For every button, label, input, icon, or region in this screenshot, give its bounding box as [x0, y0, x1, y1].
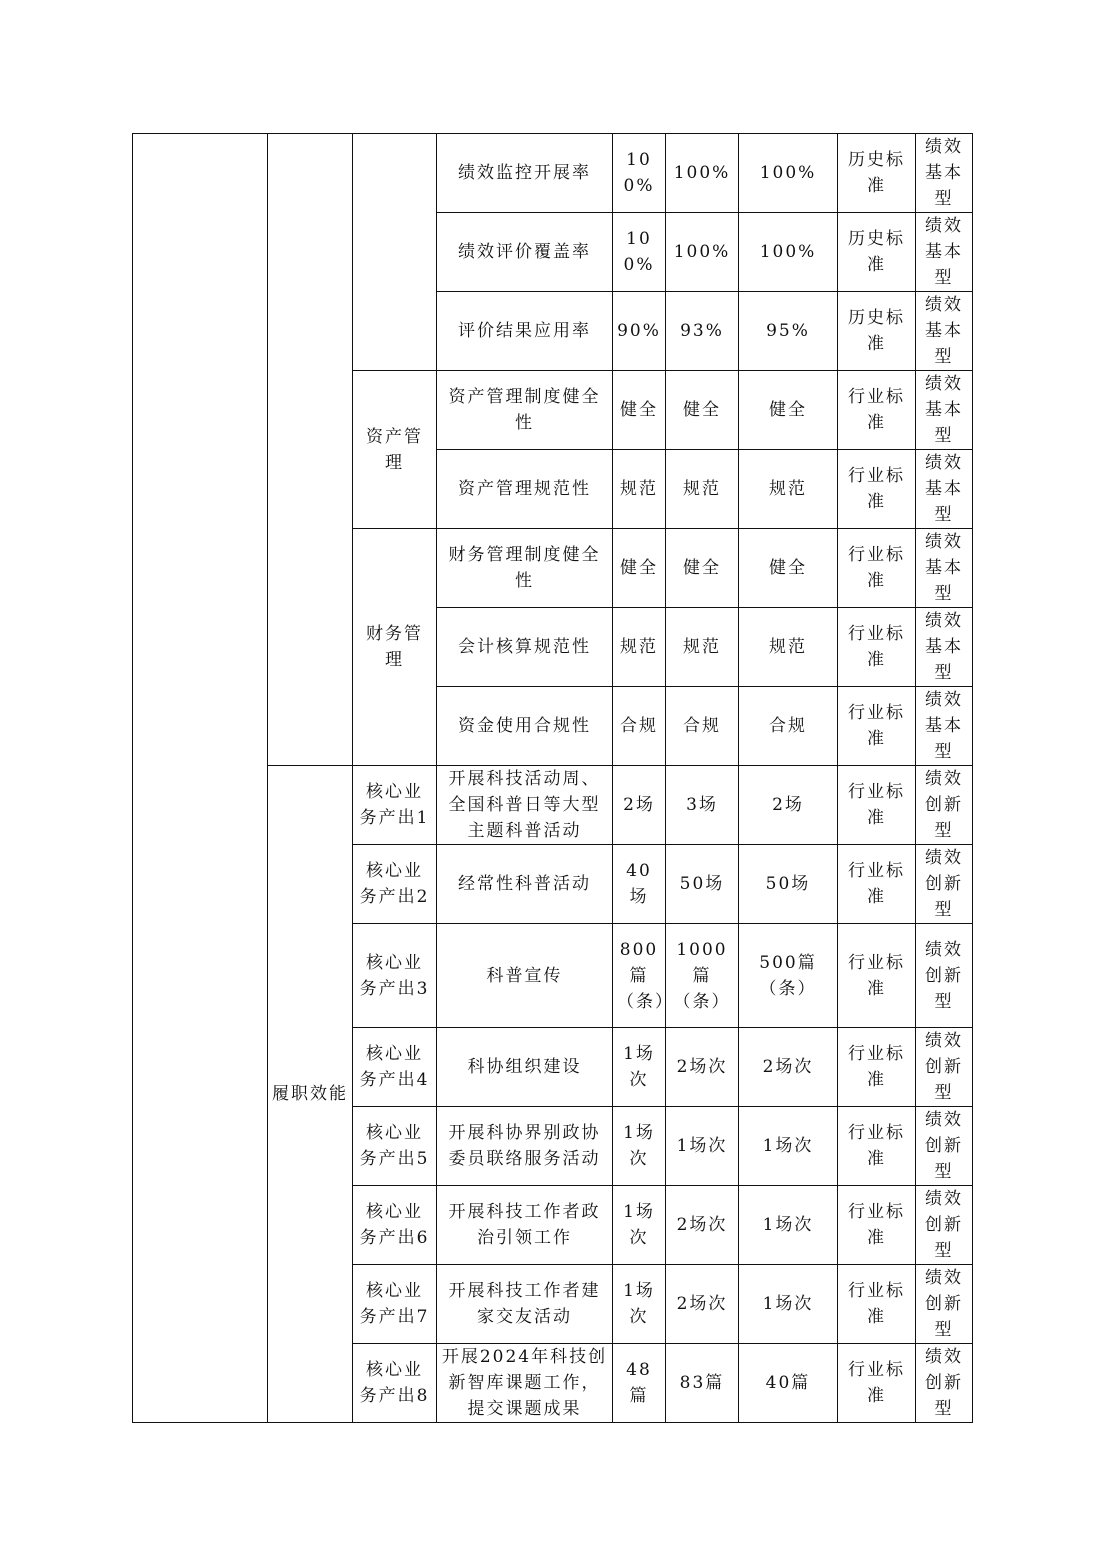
- value-cell-3: 规范: [739, 608, 838, 687]
- level3-cell: [353, 134, 437, 371]
- indicator-cell: 开展科技工作者建家交友活动: [437, 1265, 613, 1344]
- indicator-cell: 会计核算规范性: [437, 608, 613, 687]
- value-cell-3: 50场: [739, 845, 838, 924]
- type-cell: 绩效基本型: [916, 608, 973, 687]
- core-output-cell: 核心业务产出8: [353, 1344, 437, 1423]
- value-cell-2: 健全: [666, 529, 739, 608]
- indicator-cell: 开展科技活动周、全国科普日等大型主题科普活动: [437, 766, 613, 845]
- type-cell: 绩效基本型: [916, 213, 973, 292]
- type-cell: 绩效创新型: [916, 1107, 973, 1186]
- basis-cell: 行业标准: [838, 1107, 916, 1186]
- value-cell-2: 2场次: [666, 1186, 739, 1265]
- basis-cell: 行业标准: [838, 371, 916, 450]
- performance-indicator-table: [132, 133, 973, 1423]
- value-cell-3: 健全: [739, 371, 838, 450]
- value-cell-1: 1场次: [613, 1265, 666, 1344]
- indicator-cell: 评价结果应用率: [437, 292, 613, 371]
- basis-cell: 行业标准: [838, 687, 916, 766]
- type-cell: 绩效创新型: [916, 1344, 973, 1423]
- core-output-cell: 核心业务产出3: [353, 924, 437, 1028]
- value-cell-1: 800篇（条）: [613, 924, 666, 1028]
- type-cell: 绩效基本型: [916, 292, 973, 371]
- indicator-cell: 绩效监控开展率: [437, 134, 613, 213]
- table-row: [133, 134, 973, 213]
- value-cell-2: 100%: [666, 134, 739, 213]
- value-cell-2: 83篇: [666, 1344, 739, 1423]
- value-cell-3: 100%: [739, 213, 838, 292]
- value-cell-1: 1场次: [613, 1028, 666, 1107]
- value-cell-2: 规范: [666, 450, 739, 529]
- type-cell: 绩效创新型: [916, 1028, 973, 1107]
- type-cell: 绩效创新型: [916, 924, 973, 1028]
- basis-cell: 行业标准: [838, 1344, 916, 1423]
- value-cell-3: 2场次: [739, 1028, 838, 1107]
- type-cell: 绩效基本型: [916, 450, 973, 529]
- value-cell-1: 90%: [613, 292, 666, 371]
- indicator-cell: 开展科协界别政协委员联络服务活动: [437, 1107, 613, 1186]
- type-cell: 绩效基本型: [916, 687, 973, 766]
- value-cell-1: 40场: [613, 845, 666, 924]
- value-cell-2: 规范: [666, 608, 739, 687]
- value-cell-3: 2场: [739, 766, 838, 845]
- value-cell-1: 合规: [613, 687, 666, 766]
- value-cell-1: 健全: [613, 371, 666, 450]
- indicator-cell: 科普宣传: [437, 924, 613, 1028]
- value-cell-2: 1场次: [666, 1107, 739, 1186]
- section-performance-effectiveness: 履职效能: [268, 766, 353, 1423]
- value-cell-2: 100%: [666, 213, 739, 292]
- value-cell-3: 健全: [739, 529, 838, 608]
- basis-cell: 行业标准: [838, 845, 916, 924]
- value-cell-2: 1000篇（条）: [666, 924, 739, 1028]
- basis-cell: 行业标准: [838, 1265, 916, 1344]
- value-cell-3: 40篇: [739, 1344, 838, 1423]
- type-cell: 绩效基本型: [916, 134, 973, 213]
- core-output-cell: 核心业务产出7: [353, 1265, 437, 1344]
- group-financial-management: 财务管理: [353, 529, 437, 766]
- indicator-cell: 绩效评价覆盖率: [437, 213, 613, 292]
- value-cell-1: 规范: [613, 608, 666, 687]
- basis-cell: 行业标准: [838, 529, 916, 608]
- level1-cell: [133, 134, 268, 1423]
- type-cell: 绩效基本型: [916, 529, 973, 608]
- type-cell: 绩效创新型: [916, 845, 973, 924]
- type-cell: 绩效创新型: [916, 1265, 973, 1344]
- core-output-cell: 核心业务产出2: [353, 845, 437, 924]
- basis-cell: 行业标准: [838, 924, 916, 1028]
- value-cell-3: 1场次: [739, 1107, 838, 1186]
- indicator-cell: 开展2024年科技创新智库课题工作，提交课题成果: [437, 1344, 613, 1423]
- basis-cell: 行业标准: [838, 450, 916, 529]
- value-cell-3: 规范: [739, 450, 838, 529]
- core-output-cell: 核心业务产出4: [353, 1028, 437, 1107]
- level2-cell: [268, 134, 353, 766]
- indicator-cell: 开展科技工作者政治引领工作: [437, 1186, 613, 1265]
- core-output-cell: 核心业务产出5: [353, 1107, 437, 1186]
- value-cell-2: 2场次: [666, 1028, 739, 1107]
- value-cell-1: 1场次: [613, 1186, 666, 1265]
- basis-cell: 历史标准: [838, 134, 916, 213]
- value-cell-1: 2场: [613, 766, 666, 845]
- indicator-cell: 资产管理规范性: [437, 450, 613, 529]
- type-cell: 绩效基本型: [916, 371, 973, 450]
- group-asset-management: 资产管理: [353, 371, 437, 529]
- value-cell-1: 100%: [613, 213, 666, 292]
- basis-cell: 行业标准: [838, 608, 916, 687]
- value-cell-3: 95%: [739, 292, 838, 371]
- value-cell-3: 1场次: [739, 1265, 838, 1344]
- value-cell-2: 合规: [666, 687, 739, 766]
- value-cell-2: 3场: [666, 766, 739, 845]
- basis-cell: 历史标准: [838, 213, 916, 292]
- value-cell-2: 健全: [666, 371, 739, 450]
- type-cell: 绩效创新型: [916, 766, 973, 845]
- indicator-cell: 资产管理制度健全性: [437, 371, 613, 450]
- type-cell: 绩效创新型: [916, 1186, 973, 1265]
- basis-cell: 行业标准: [838, 1186, 916, 1265]
- value-cell-3: 100%: [739, 134, 838, 213]
- value-cell-1: 100%: [613, 134, 666, 213]
- value-cell-2: 2场次: [666, 1265, 739, 1344]
- basis-cell: 历史标准: [838, 292, 916, 371]
- value-cell-2: 93%: [666, 292, 739, 371]
- value-cell-3: 合规: [739, 687, 838, 766]
- value-cell-3: 1场次: [739, 1186, 838, 1265]
- value-cell-1: 1场次: [613, 1107, 666, 1186]
- value-cell-1: 健全: [613, 529, 666, 608]
- value-cell-3: 500篇（条）: [739, 924, 838, 1028]
- core-output-cell: 核心业务产出1: [353, 766, 437, 845]
- indicator-cell: 财务管理制度健全性: [437, 529, 613, 608]
- indicator-cell: 经常性科普活动: [437, 845, 613, 924]
- value-cell-1: 规范: [613, 450, 666, 529]
- indicator-cell: 科协组织建设: [437, 1028, 613, 1107]
- basis-cell: 行业标准: [838, 1028, 916, 1107]
- indicator-cell: 资金使用合规性: [437, 687, 613, 766]
- value-cell-2: 50场: [666, 845, 739, 924]
- basis-cell: 行业标准: [838, 766, 916, 845]
- core-output-cell: 核心业务产出6: [353, 1186, 437, 1265]
- value-cell-1: 48篇: [613, 1344, 666, 1423]
